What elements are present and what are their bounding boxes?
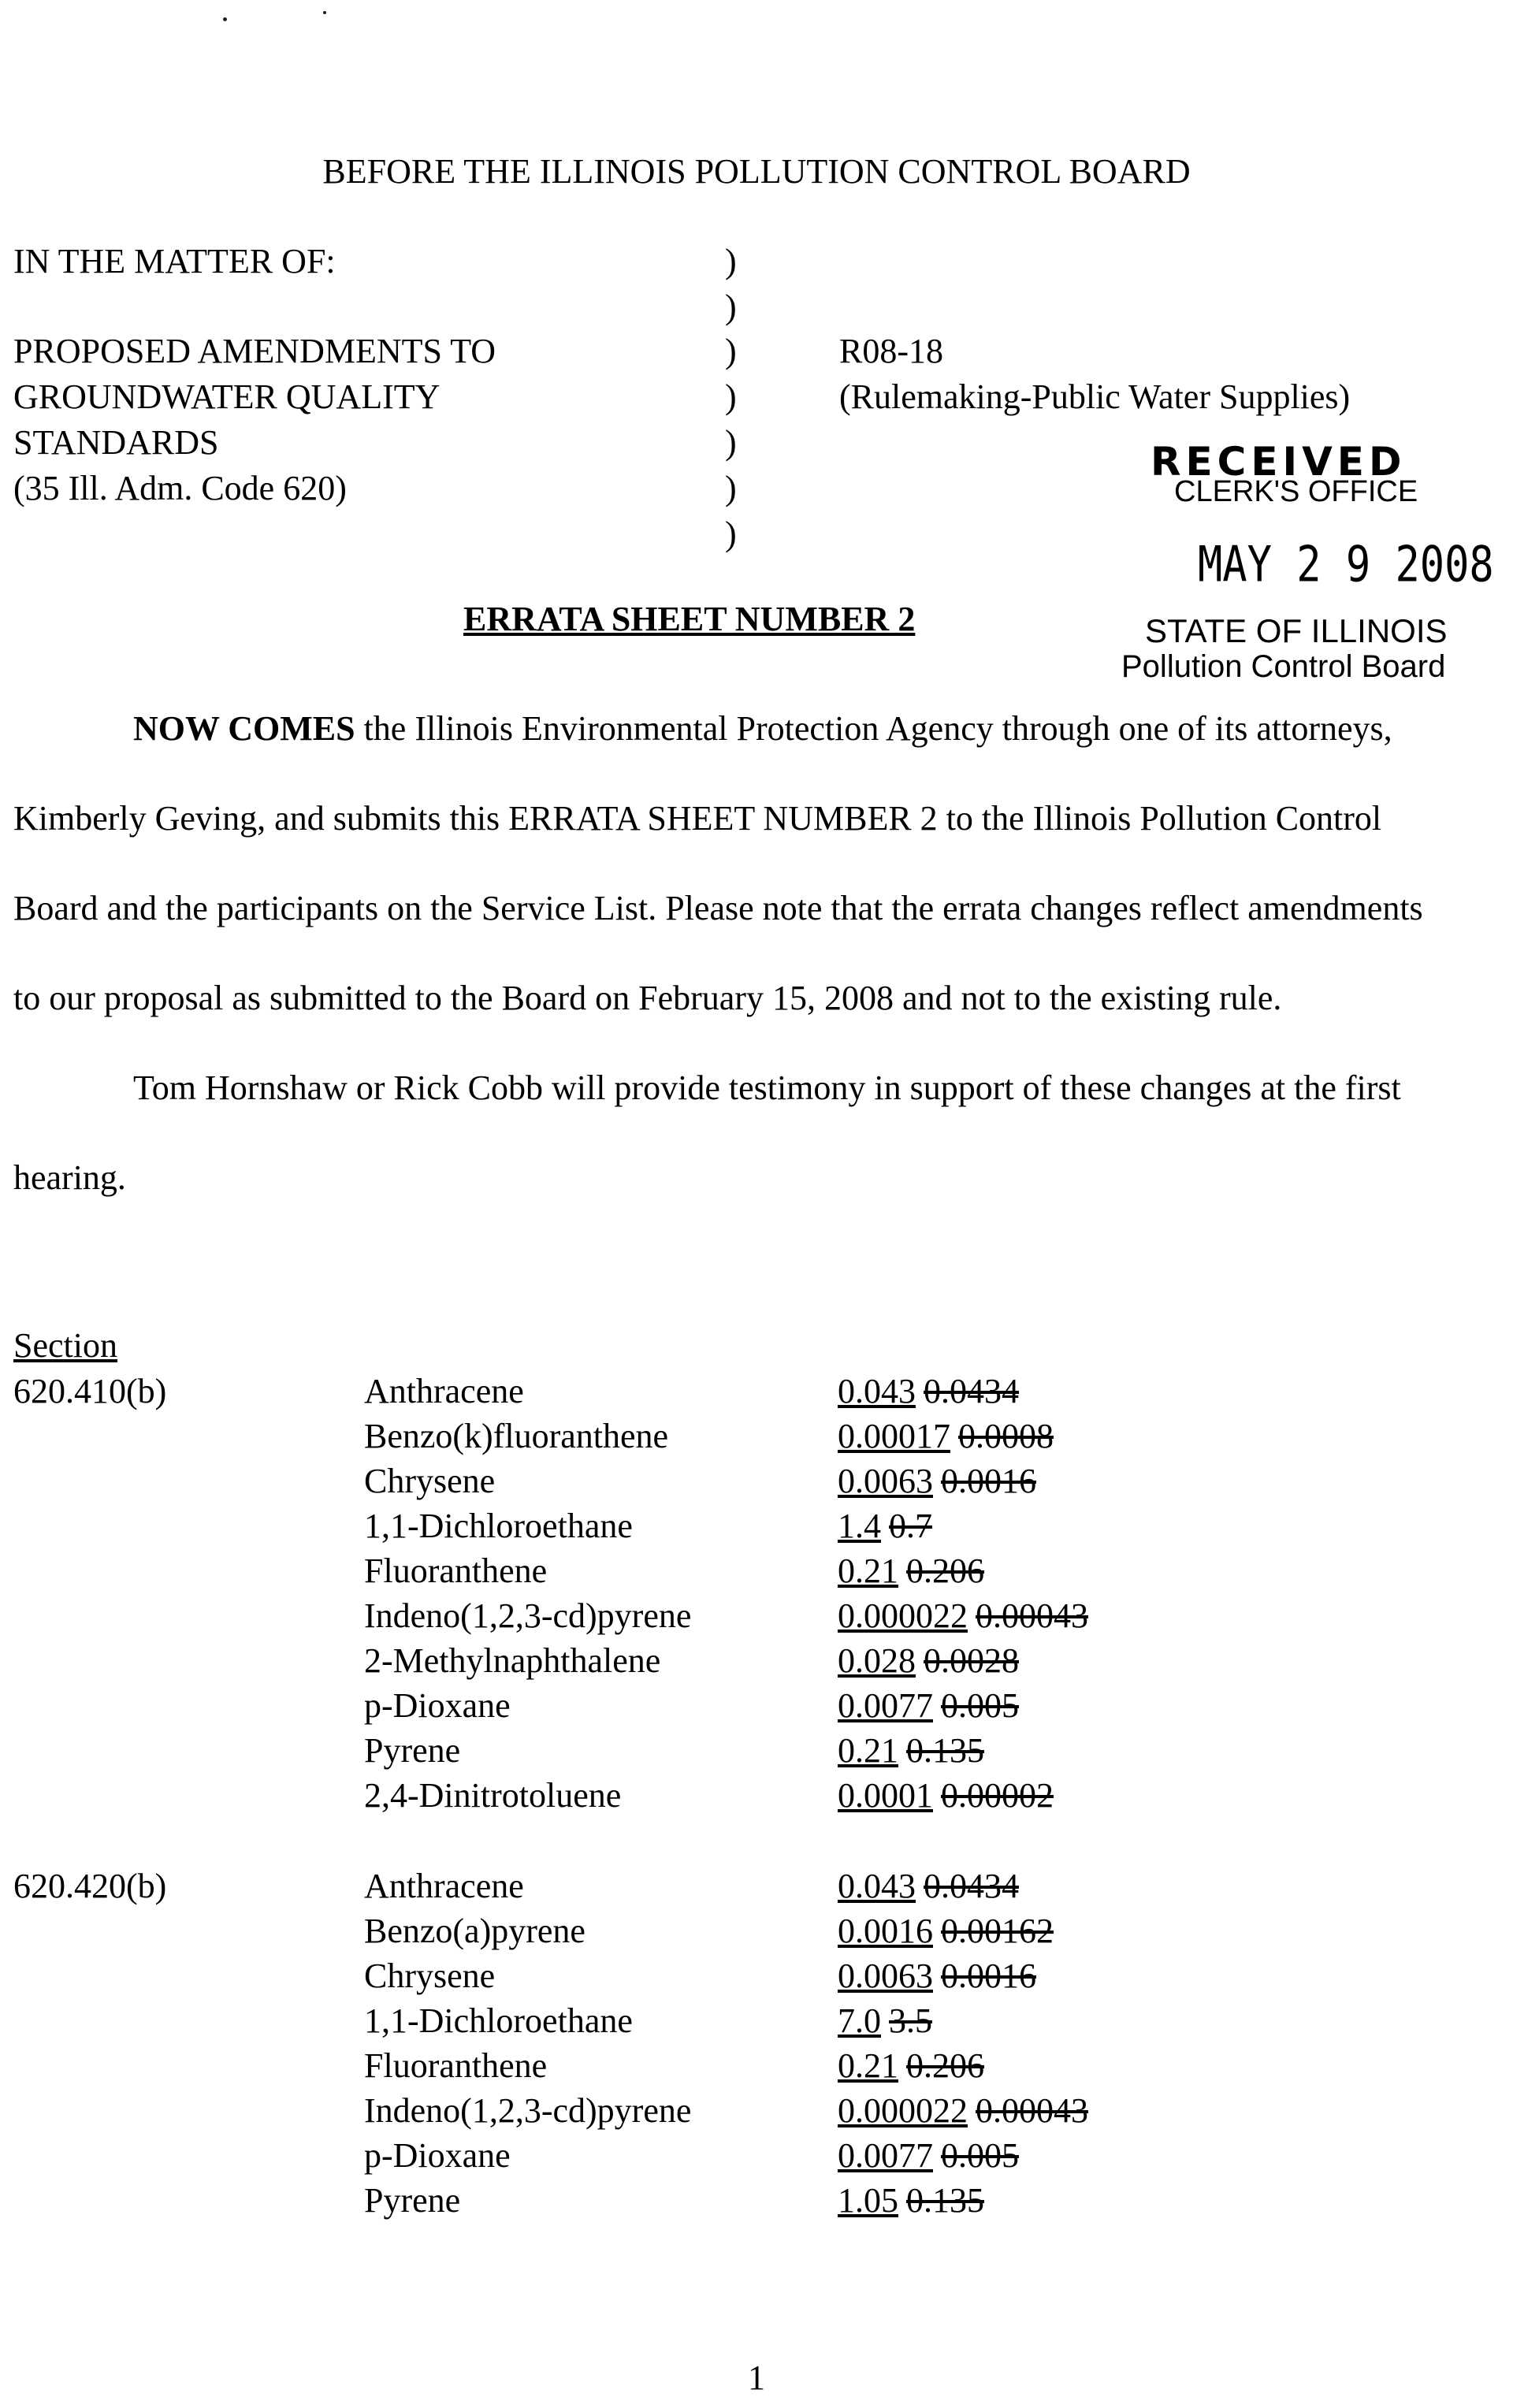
chemical-name: Benzo(k)fluoranthene bbox=[364, 1417, 669, 1455]
chemical-name: Indeno(1,2,3-cd)pyrene bbox=[364, 1596, 692, 1635]
value-pair bbox=[838, 2090, 1088, 2132]
new-value: 1.05 bbox=[838, 2181, 898, 2220]
new-value: 0.028 bbox=[838, 1641, 916, 1680]
value-pair bbox=[838, 1506, 932, 1548]
old-value-struck: 0.7 bbox=[889, 1507, 932, 1545]
chemical-name: Pyrene bbox=[364, 1731, 461, 1770]
old-value-struck: 0.005 bbox=[941, 2136, 1019, 2175]
new-value: 0.043 bbox=[838, 1372, 916, 1410]
value-pair bbox=[838, 1956, 1036, 1997]
caption-paren: ) bbox=[725, 469, 737, 507]
scan-speck bbox=[223, 17, 227, 21]
section-label: 620.410(b) bbox=[13, 1372, 167, 1410]
new-value: 0.0016 bbox=[838, 1912, 933, 1950]
new-value: 0.00017 bbox=[838, 1417, 950, 1455]
caption-paren: ) bbox=[725, 423, 737, 462]
now-comes-lead: NOW COMES bbox=[133, 709, 355, 748]
chemical-name: Fluoranthene bbox=[364, 1551, 548, 1590]
new-value: 0.0063 bbox=[838, 1462, 933, 1500]
caption-paren: ) bbox=[725, 332, 737, 370]
value-pair bbox=[838, 1596, 1088, 1637]
value-pair bbox=[838, 1371, 1019, 1413]
stamp-board: Pollution Control Board bbox=[1121, 649, 1446, 684]
chemical-name: Pyrene bbox=[364, 2181, 461, 2220]
old-value-struck: 0.206 bbox=[906, 2046, 984, 2085]
new-value: 0.0001 bbox=[838, 1776, 933, 1815]
new-value: 0.043 bbox=[838, 1867, 916, 1905]
caption-line-2: GROUNDWATER QUALITY bbox=[13, 377, 441, 416]
scan-speck bbox=[323, 11, 326, 14]
stamp-state: STATE OF ILLINOIS bbox=[1145, 612, 1448, 649]
value-pair bbox=[838, 1685, 1019, 1727]
section-label: 620.420(b) bbox=[13, 1867, 167, 1905]
value-pair bbox=[838, 2001, 932, 2042]
value-pair bbox=[838, 1461, 1036, 1503]
stamp-date: MAY 2 9 2008 bbox=[1198, 537, 1494, 594]
old-value-struck: 0.005 bbox=[941, 1686, 1019, 1725]
in-the-matter-label: IN THE MATTER OF: bbox=[13, 242, 336, 281]
chemical-name: Benzo(a)pyrene bbox=[364, 1912, 585, 1950]
new-value: 0.21 bbox=[838, 1731, 898, 1770]
value-pair bbox=[838, 1866, 1019, 1908]
chemical-name: Chrysene bbox=[364, 1956, 496, 1995]
chemical-name: p-Dioxane bbox=[364, 2136, 511, 2175]
old-value-struck: 0.0008 bbox=[958, 1417, 1054, 1455]
value-pair bbox=[838, 2135, 1019, 2177]
new-value: 7.0 bbox=[838, 2001, 881, 2040]
chemical-name: p-Dioxane bbox=[364, 1686, 511, 1725]
old-value-struck: 0.206 bbox=[906, 1551, 984, 1590]
chemical-name: Anthracene bbox=[364, 1372, 524, 1410]
new-value: 0.0077 bbox=[838, 2136, 933, 2175]
body-paragraph-1 bbox=[13, 684, 1424, 1043]
old-value-struck: 0.0016 bbox=[941, 1956, 1036, 1995]
old-value-struck: 0.00043 bbox=[976, 1596, 1088, 1635]
new-value: 0.0077 bbox=[838, 1686, 933, 1725]
body-paragraph-2: Tom Hornshaw or Rick Cobb will provide testimony in support of these changes at the first hearing. bbox=[13, 1068, 1401, 1197]
old-value-struck: 0.00002 bbox=[941, 1776, 1054, 1815]
chemical-name: Fluoranthene bbox=[364, 2046, 548, 2085]
value-pair bbox=[838, 1911, 1054, 1953]
value-pair bbox=[838, 2180, 984, 2222]
value-pair bbox=[838, 1775, 1054, 1817]
chemical-name: 2,4-Dinitrotoluene bbox=[364, 1776, 622, 1815]
chemical-name: Chrysene bbox=[364, 1462, 496, 1500]
new-value: 0.000022 bbox=[838, 1596, 968, 1635]
old-value-struck: 0.00043 bbox=[976, 2091, 1088, 2130]
caption-paren: ) bbox=[725, 288, 737, 326]
old-value-struck: 0.0434 bbox=[924, 1372, 1019, 1410]
case-number: R08-18 bbox=[839, 332, 943, 370]
value-pair bbox=[838, 1551, 984, 1592]
court-heading: BEFORE THE ILLINOIS POLLUTION CONTROL BOARD bbox=[322, 152, 1191, 191]
caption-line-1: PROPOSED AMENDMENTS TO bbox=[13, 332, 496, 370]
value-pair bbox=[838, 1416, 1054, 1458]
caption-paren: ) bbox=[725, 515, 737, 553]
new-value: 0.0063 bbox=[838, 1956, 933, 1995]
body-text bbox=[13, 684, 1424, 1223]
chemical-name: Anthracene bbox=[364, 1867, 524, 1905]
stamp-clerks-office: CLERK'S OFFICE bbox=[1174, 475, 1418, 508]
new-value: 0.21 bbox=[838, 1551, 898, 1590]
old-value-struck: 0.135 bbox=[906, 1731, 984, 1770]
page-number: 1 bbox=[748, 2358, 765, 2397]
old-value-struck: 3.5 bbox=[889, 2001, 932, 2040]
caption-line-4: (35 Ill. Adm. Code 620) bbox=[13, 469, 347, 507]
old-value-struck: 0.0028 bbox=[924, 1641, 1019, 1680]
old-value-struck: 0.0016 bbox=[941, 1462, 1036, 1500]
chemical-name: 2-Methylnaphthalene bbox=[364, 1641, 661, 1680]
new-value: 1.4 bbox=[838, 1507, 881, 1545]
old-value-struck: 0.135 bbox=[906, 2181, 984, 2220]
body-paragraph-1-text: the Illinois Environmental Protection Agency through one of its attorneys, Kimberly Geving, and submits this ERRATA SHEET NUMBER 2 to the Illinois Pollution Control Board and the participants on the Service List. Please note that the errata changes reflect amendments to our proposal as submitted to the Board on February 15, 2008 and not to the existing rule. bbox=[13, 709, 1423, 1017]
section-column-header: Section bbox=[13, 1326, 117, 1365]
old-value-struck: 0.0434 bbox=[924, 1867, 1019, 1905]
document-title: ERRATA SHEET NUMBER 2 bbox=[463, 600, 916, 638]
chemical-name: Indeno(1,2,3-cd)pyrene bbox=[364, 2091, 692, 2130]
value-pair bbox=[838, 1641, 1019, 1682]
caption-paren: ) bbox=[725, 242, 737, 281]
caption-paren: ) bbox=[725, 377, 737, 416]
new-value: 0.21 bbox=[838, 2046, 898, 2085]
value-pair bbox=[838, 2046, 984, 2087]
caption-line-3: STANDARDS bbox=[13, 423, 219, 462]
old-value-struck: 0.00162 bbox=[941, 1912, 1054, 1950]
chemical-name: 1,1-Dichloroethane bbox=[364, 1507, 633, 1545]
case-type: (Rulemaking-Public Water Supplies) bbox=[839, 377, 1351, 416]
chemical-name: 1,1-Dichloroethane bbox=[364, 2001, 633, 2040]
value-pair bbox=[838, 1730, 984, 1772]
stamp-received: RECEIVED bbox=[1151, 439, 1407, 485]
new-value: 0.000022 bbox=[838, 2091, 968, 2130]
